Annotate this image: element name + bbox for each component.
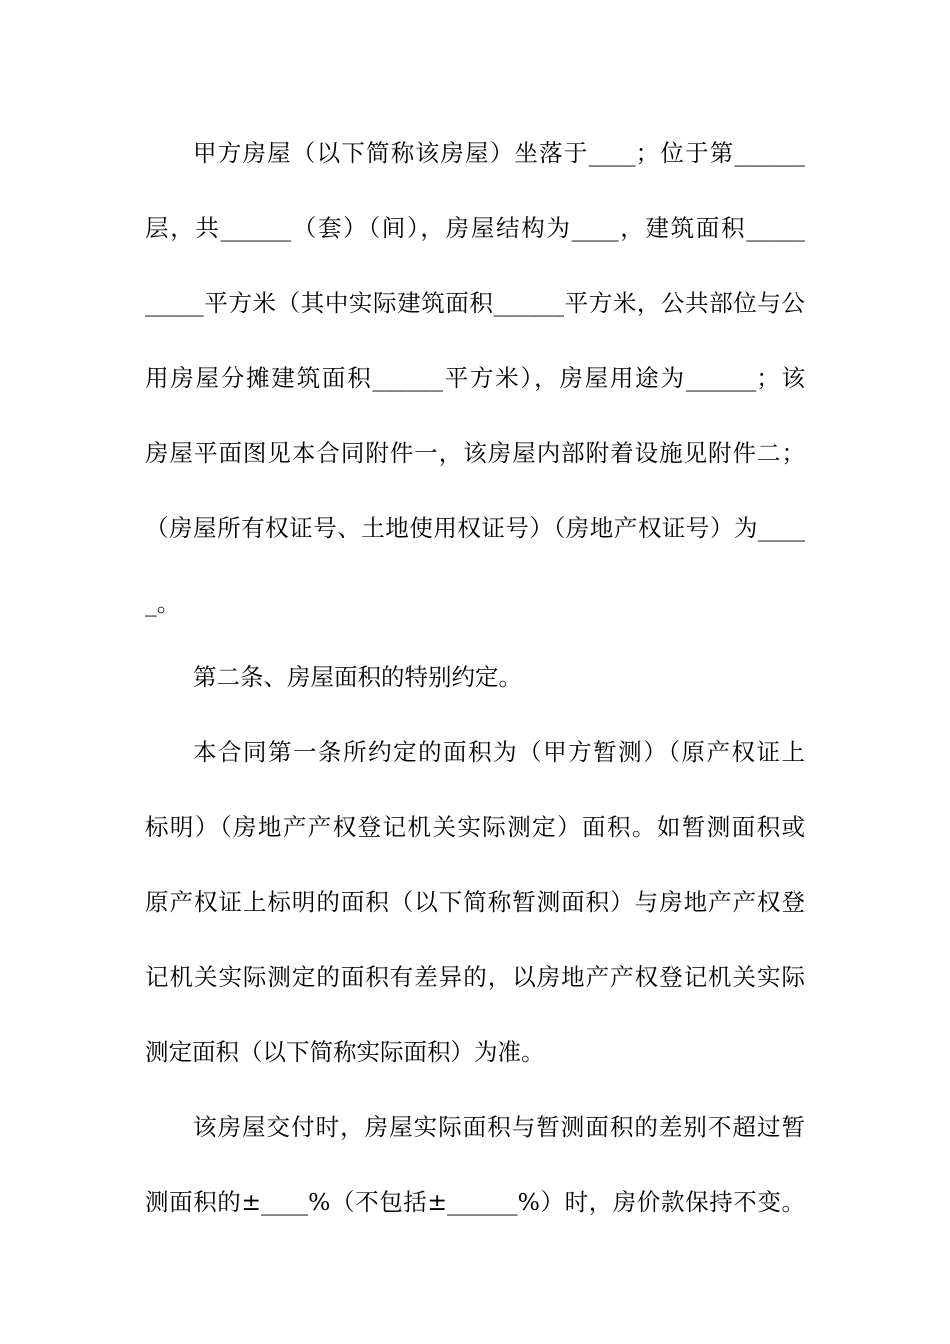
paragraph-line: 用房屋分摊建筑面积______平方米），房屋用途为______；该: [145, 364, 805, 392]
paragraph-line: 测面积的±____%（不包括±______%）时，房价款保持不变。: [145, 1188, 805, 1216]
paragraph-line: 房屋平面图见本合同附件一，该房屋内部附着设施见附件二；: [145, 439, 805, 467]
paragraph-line: 该房屋交付时，房屋实际面积与暂测面积的差别不超过暂: [193, 1113, 805, 1141]
paragraph-line: _。: [145, 589, 181, 617]
paragraph-line: 测定面积（以下简称实际面积）为准。: [145, 1038, 545, 1066]
paragraph-line: 层，共______（套）（间），房屋结构为____，建筑面积_____: [145, 214, 805, 242]
paragraph-line: （房屋所有权证号、土地使用权证号）（房地产权证号）为____: [145, 514, 805, 542]
paragraph-line: 记机关实际测定的面积有差异的，以房地产产权登记机关实际: [145, 963, 805, 991]
paragraph-line: 标明）（房地产产权登记机关实际测定）面积。如暂测面积或: [145, 813, 805, 841]
paragraph-line: 本合同第一条所约定的面积为（甲方暂测）（原产权证上: [193, 738, 805, 766]
paragraph-line: 原产权证上标明的面积（以下简称暂测面积）与房地产产权登: [145, 888, 805, 916]
section-heading: 第二条、房屋面积的特别约定。: [193, 663, 522, 691]
paragraph-line: 甲方房屋（以下简称该房屋）坐落于____；位于第______: [193, 139, 805, 167]
paragraph-line: _____平方米（其中实际建筑面积______平方米，公共部位与公: [145, 289, 805, 317]
